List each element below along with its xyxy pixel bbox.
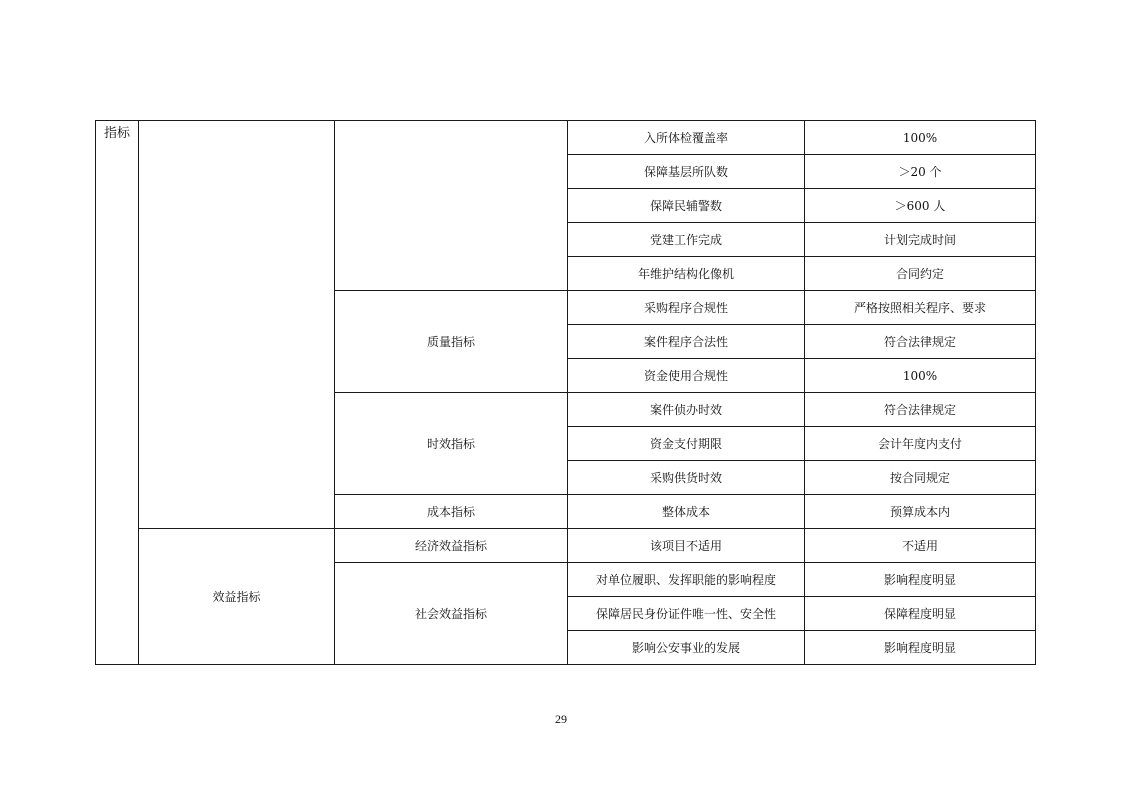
indicator-value-cell: 计划完成时间 xyxy=(805,223,1036,257)
indicator-value-cell: 严格按照相关程序、要求 xyxy=(805,291,1036,325)
indicator-value-cell: 符合法律规定 xyxy=(805,393,1036,427)
page-number: 29 xyxy=(555,712,567,726)
indicator-value-cell: 按合同规定 xyxy=(805,461,1036,495)
indicator-value-cell: 100% xyxy=(805,121,1036,155)
table-row xyxy=(96,121,1036,155)
indicator-name-cell: 影响公安事业的发展 xyxy=(568,631,805,665)
indicator-name-cell: 入所体检覆盖率 xyxy=(568,121,805,155)
level1-indicator-label: 指标 xyxy=(104,126,131,141)
indicator-name-cell: 保障基层所队数 xyxy=(568,155,805,189)
indicator-name-cell: 采购程序合规性 xyxy=(568,291,805,325)
indicator-name-cell: 资金支付期限 xyxy=(568,427,805,461)
economic-benefit-label: 经济效益指标 xyxy=(335,529,568,563)
indicator-name-cell: 保障民辅警数 xyxy=(568,189,805,223)
level3-indicator-cell-quantity xyxy=(335,121,568,291)
indicator-name-cell: 保障居民身份证件唯一性、安全性 xyxy=(568,597,805,631)
benefit-indicator-label: 效益指标 xyxy=(139,529,335,665)
quality-indicator-label: 质量指标 xyxy=(335,291,568,393)
performance-indicator-table-wrapper xyxy=(95,120,1036,665)
level1-indicator-cell xyxy=(96,121,139,665)
indicator-name-cell: 案件程序合法性 xyxy=(568,325,805,359)
performance-indicator-table xyxy=(95,120,1036,665)
indicator-value-cell: 影响程度明显 xyxy=(805,563,1036,597)
indicator-name-cell: 采购供货时效 xyxy=(568,461,805,495)
indicator-name-cell: 该项目不适用 xyxy=(568,529,805,563)
indicator-value-cell: 会计年度内支付 xyxy=(805,427,1036,461)
indicator-value-cell: 影响程度明显 xyxy=(805,631,1036,665)
indicator-value-cell: 符合法律规定 xyxy=(805,325,1036,359)
timeliness-indicator-label: 时效指标 xyxy=(335,393,568,495)
indicator-value-cell: ＞600 人 xyxy=(805,189,1036,223)
indicator-name-cell: 资金使用合规性 xyxy=(568,359,805,393)
social-benefit-label: 社会效益指标 xyxy=(335,563,568,665)
level2-indicator-cell-output xyxy=(139,121,335,529)
indicator-name-cell: 年维护结构化像机 xyxy=(568,257,805,291)
indicator-name-cell: 案件侦办时效 xyxy=(568,393,805,427)
indicator-name-cell: 整体成本 xyxy=(568,495,805,529)
indicator-value-cell: 保障程度明显 xyxy=(805,597,1036,631)
indicator-value-cell: 预算成本内 xyxy=(805,495,1036,529)
indicator-value-cell: 100% xyxy=(805,359,1036,393)
indicator-value-cell: 合同约定 xyxy=(805,257,1036,291)
cost-indicator-label: 成本指标 xyxy=(335,495,568,529)
indicator-value-cell: 不适用 xyxy=(805,529,1036,563)
indicator-name-cell: 对单位履职、发挥职能的影响程度 xyxy=(568,563,805,597)
indicator-name-cell: 党建工作完成 xyxy=(568,223,805,257)
table-row xyxy=(96,529,1036,563)
indicator-value-cell: ＞20 个 xyxy=(805,155,1036,189)
